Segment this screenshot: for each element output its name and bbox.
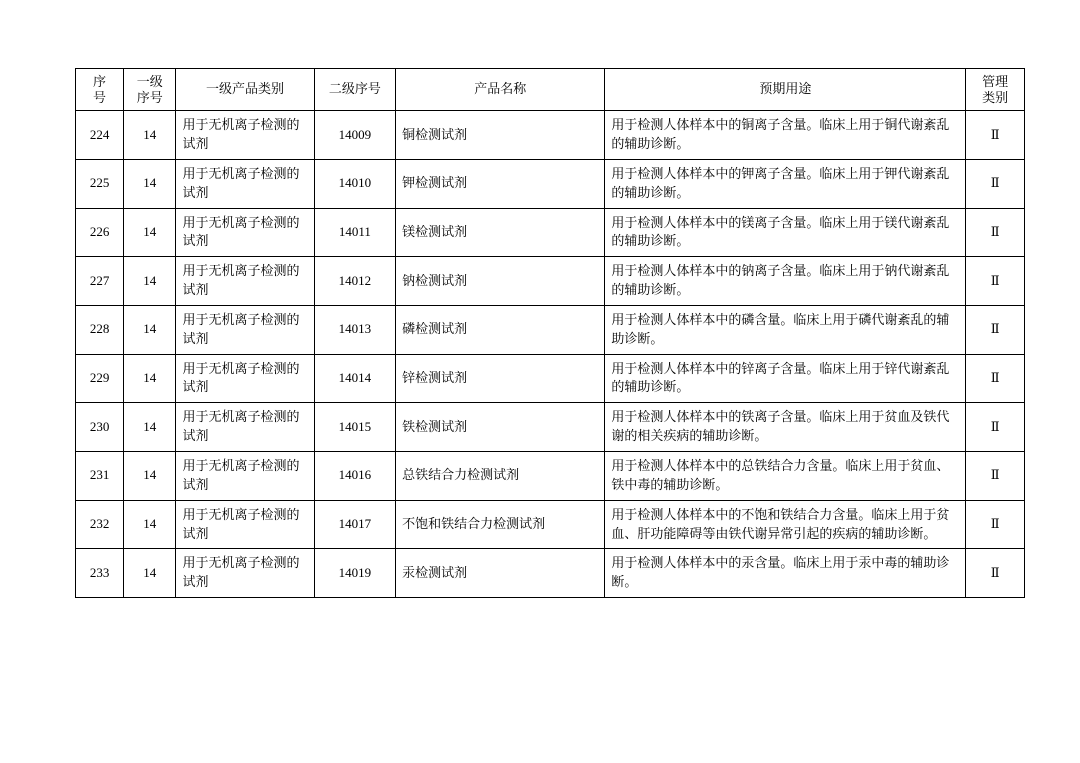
table-row [76, 257, 1025, 306]
cell-seq: 225 [76, 159, 124, 208]
column-header-management-class-line1: 管理 [982, 74, 1009, 89]
column-header-management-class [966, 69, 1025, 111]
cell-level2-seq: 14010 [314, 159, 396, 208]
cell-level1-seq: 14 [124, 208, 176, 257]
column-header-level1-seq-line1: 一级 [136, 74, 163, 89]
cell-intended-use: 用于检测人体样本中的铜离子含量。临床上用于铜代谢紊乱的辅助诊断。 [605, 111, 966, 160]
cell-intended-use: 用于检测人体样本中的钠离子含量。临床上用于钠代谢紊乱的辅助诊断。 [605, 257, 966, 306]
cell-level1-category: 用于无机离子检测的试剂 [176, 208, 314, 257]
cell-product-name: 锌检测试剂 [396, 354, 605, 403]
cell-level1-category: 用于无机离子检测的试剂 [176, 549, 314, 598]
cell-level2-seq: 14015 [314, 403, 396, 452]
cell-level2-seq: 14011 [314, 208, 396, 257]
cell-product-name: 钾检测试剂 [396, 159, 605, 208]
cell-level1-seq: 14 [124, 452, 176, 501]
table-row [76, 403, 1025, 452]
cell-level1-category: 用于无机离子检测的试剂 [176, 305, 314, 354]
cell-level1-category: 用于无机离子检测的试剂 [176, 500, 314, 549]
table-row [76, 452, 1025, 501]
cell-level1-category: 用于无机离子检测的试剂 [176, 159, 314, 208]
table-row [76, 208, 1025, 257]
cell-level1-category: 用于无机离子检测的试剂 [176, 452, 314, 501]
column-header-level1-seq [124, 69, 176, 111]
table-row [76, 159, 1025, 208]
cell-product-name: 总铁结合力检测试剂 [396, 452, 605, 501]
cell-level1-category: 用于无机离子检测的试剂 [176, 403, 314, 452]
cell-level2-seq: 14009 [314, 111, 396, 160]
column-header-management-class-line2: 类别 [982, 89, 1009, 105]
cell-level1-seq: 14 [124, 111, 176, 160]
cell-seq: 232 [76, 500, 124, 549]
cell-intended-use: 用于检测人体样本中的总铁结合力含量。临床上用于贫血、铁中毒的辅助诊断。 [605, 452, 966, 501]
cell-intended-use: 用于检测人体样本中的不饱和铁结合力含量。临床上用于贫血、肝功能障碍等由铁代谢异常引起的疾病的辅助诊断。 [605, 500, 966, 549]
cell-intended-use: 用于检测人体样本中的锌离子含量。临床上用于锌代谢紊乱的辅助诊断。 [605, 354, 966, 403]
cell-product-name: 铜检测试剂 [396, 111, 605, 160]
cell-seq: 228 [76, 305, 124, 354]
cell-intended-use: 用于检测人体样本中的铁离子含量。临床上用于贫血及铁代谢的相关疾病的辅助诊断。 [605, 403, 966, 452]
cell-seq: 230 [76, 403, 124, 452]
cell-management-class: Ⅱ [966, 354, 1025, 403]
table-row [76, 111, 1025, 160]
cell-management-class: Ⅱ [966, 257, 1025, 306]
table-row [76, 500, 1025, 549]
cell-product-name: 汞检测试剂 [396, 549, 605, 598]
table-header-row [76, 69, 1025, 111]
cell-level2-seq: 14012 [314, 257, 396, 306]
cell-level1-category: 用于无机离子检测的试剂 [176, 354, 314, 403]
cell-level1-seq: 14 [124, 257, 176, 306]
cell-seq: 229 [76, 354, 124, 403]
table-row [76, 549, 1025, 598]
cell-level1-category: 用于无机离子检测的试剂 [176, 257, 314, 306]
cell-seq: 233 [76, 549, 124, 598]
cell-seq: 224 [76, 111, 124, 160]
cell-level1-seq: 14 [124, 403, 176, 452]
cell-management-class: Ⅱ [966, 111, 1025, 160]
cell-intended-use: 用于检测人体样本中的钾离子含量。临床上用于钾代谢紊乱的辅助诊断。 [605, 159, 966, 208]
cell-management-class: Ⅱ [966, 159, 1025, 208]
cell-product-name: 不饱和铁结合力检测试剂 [396, 500, 605, 549]
table-body [76, 111, 1025, 598]
cell-level1-seq: 14 [124, 354, 176, 403]
column-header-level1-category: 一级产品类别 [176, 69, 314, 111]
product-catalog-table [75, 68, 1025, 598]
cell-management-class: Ⅱ [966, 208, 1025, 257]
cell-seq: 226 [76, 208, 124, 257]
cell-management-class: Ⅱ [966, 549, 1025, 598]
cell-level1-seq: 14 [124, 159, 176, 208]
cell-intended-use: 用于检测人体样本中的磷含量。临床上用于磷代谢紊乱的辅助诊断。 [605, 305, 966, 354]
cell-management-class: Ⅱ [966, 500, 1025, 549]
cell-product-name: 磷检测试剂 [396, 305, 605, 354]
table-header [76, 69, 1025, 111]
cell-management-class: Ⅱ [966, 403, 1025, 452]
cell-level1-seq: 14 [124, 549, 176, 598]
cell-intended-use: 用于检测人体样本中的汞含量。临床上用于汞中毒的辅助诊断。 [605, 549, 966, 598]
cell-level1-category: 用于无机离子检测的试剂 [176, 111, 314, 160]
column-header-seq-line1: 序 [93, 74, 107, 89]
cell-level2-seq: 14016 [314, 452, 396, 501]
column-header-level2-seq: 二级序号 [314, 69, 396, 111]
cell-level2-seq: 14013 [314, 305, 396, 354]
column-header-level1-seq-line2: 序号 [136, 89, 163, 105]
cell-product-name: 钠检测试剂 [396, 257, 605, 306]
cell-seq: 231 [76, 452, 124, 501]
cell-level2-seq: 14017 [314, 500, 396, 549]
column-header-intended-use: 预期用途 [605, 69, 966, 111]
cell-intended-use: 用于检测人体样本中的镁离子含量。临床上用于镁代谢紊乱的辅助诊断。 [605, 208, 966, 257]
cell-level1-seq: 14 [124, 305, 176, 354]
cell-management-class: Ⅱ [966, 452, 1025, 501]
cell-level2-seq: 14014 [314, 354, 396, 403]
column-header-product-name: 产品名称 [396, 69, 605, 111]
table-row [76, 305, 1025, 354]
cell-level1-seq: 14 [124, 500, 176, 549]
cell-management-class: Ⅱ [966, 305, 1025, 354]
column-header-seq [76, 69, 124, 111]
cell-product-name: 铁检测试剂 [396, 403, 605, 452]
column-header-seq-line2: 号 [93, 89, 107, 105]
cell-level2-seq: 14019 [314, 549, 396, 598]
cell-seq: 227 [76, 257, 124, 306]
table-row [76, 354, 1025, 403]
cell-product-name: 镁检测试剂 [396, 208, 605, 257]
